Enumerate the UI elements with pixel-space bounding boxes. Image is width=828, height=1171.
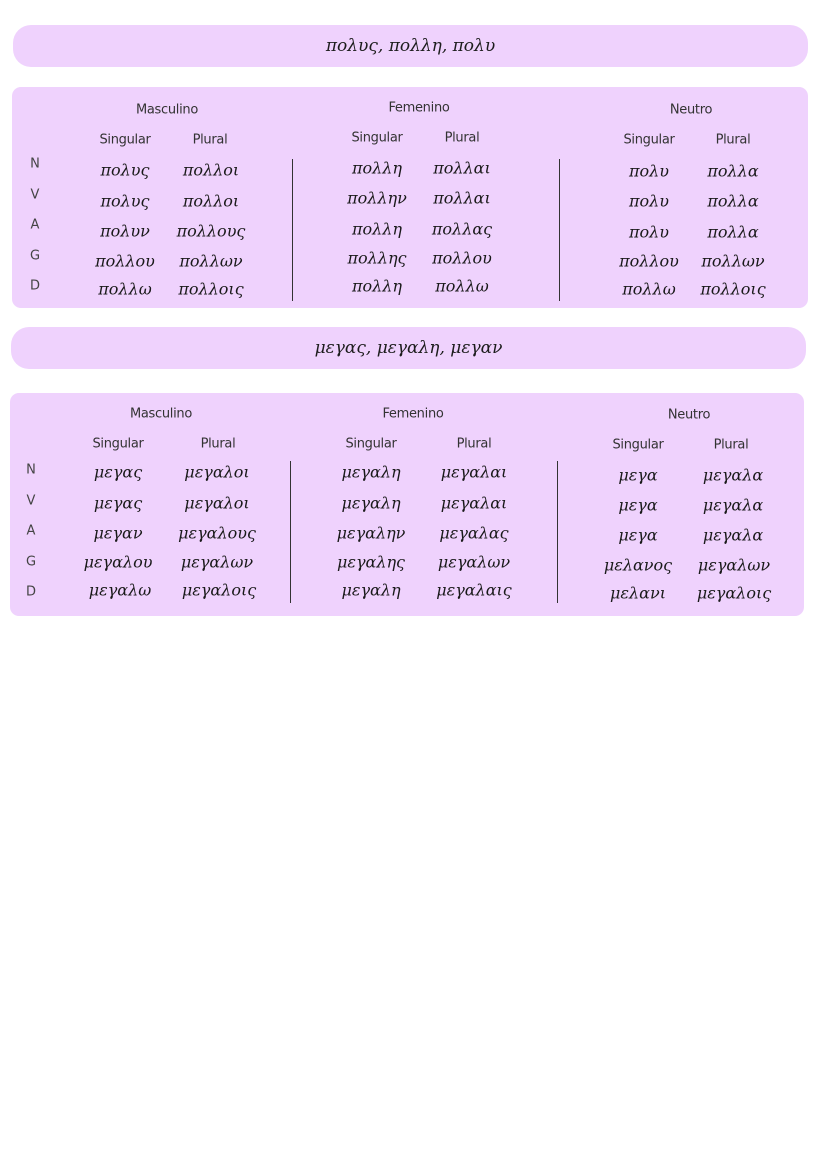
form-fem-sg-acc: πολλη — [351, 219, 403, 239]
form-fem-sg-voc: πολλην — [347, 188, 407, 208]
form-fem-pl-nom: μεγαλαι — [440, 462, 508, 482]
form-fem-sg-dat: μεγαλη — [341, 580, 401, 600]
form-masc-sg-acc: πολυν — [100, 221, 150, 241]
case-label-vocative: V — [30, 187, 40, 203]
masculine-header: Masculino — [135, 102, 199, 118]
case-label-accusative: A — [26, 523, 36, 539]
declension-table-polys — [12, 87, 808, 308]
form-neut-pl-acc: πολλα — [707, 222, 759, 242]
form-fem-pl-dat: πολλω — [435, 276, 489, 296]
neuter-plural-header: Plural — [715, 132, 751, 148]
case-label-vocative: V — [26, 493, 36, 509]
form-neut-pl-dat: πολλοις — [700, 279, 766, 299]
form-masc-sg-nom: μεγας — [93, 462, 143, 482]
form-fem-sg-voc: μεγαλη — [341, 493, 401, 513]
form-masc-sg-acc: μεγαν — [93, 523, 143, 543]
form-masc-sg-voc: μεγας — [93, 493, 143, 513]
form-neut-pl-voc: πολλα — [707, 191, 759, 211]
case-label-dative: D — [25, 584, 37, 600]
form-neut-sg-dat: μελανι — [610, 583, 666, 603]
feminine-singular-header: Singular — [351, 130, 403, 146]
form-masc-pl-gen: πολλων — [179, 251, 243, 271]
form-masc-sg-dat: πολλω — [98, 279, 152, 299]
case-label-dative: D — [29, 278, 41, 294]
column-divider — [557, 461, 558, 603]
form-fem-pl-acc: πολλας — [431, 219, 493, 239]
form-neut-sg-voc: πολυ — [628, 191, 670, 211]
form-masc-pl-dat: μεγαλοις — [181, 580, 257, 600]
form-neut-pl-dat: μεγαλοις — [696, 583, 772, 603]
form-neut-sg-nom: πολυ — [628, 161, 670, 181]
form-neut-pl-acc: μεγαλα — [702, 525, 764, 545]
feminine-plural-header: Plural — [444, 130, 480, 146]
form-fem-pl-gen: πολλου — [432, 248, 492, 268]
column-divider — [290, 461, 291, 603]
form-fem-pl-voc: μεγαλαι — [440, 493, 508, 513]
form-masc-sg-gen: μεγαλου — [83, 552, 153, 572]
neuter-singular-header: Singular — [623, 132, 675, 148]
form-neut-pl-gen: πολλων — [701, 251, 765, 271]
form-masc-pl-acc: μεγαλους — [178, 523, 256, 543]
form-neut-sg-voc: μεγα — [618, 495, 658, 515]
form-masc-pl-gen: μεγαλων — [180, 552, 254, 572]
form-fem-sg-acc: μεγαλην — [336, 523, 406, 543]
form-fem-pl-gen: μεγαλων — [437, 552, 511, 572]
form-fem-pl-acc: μεγαλας — [439, 523, 509, 543]
table-title-megas: μεγας, μεγαλη, μεγαν — [11, 327, 806, 369]
feminine-plural-header: Plural — [456, 436, 492, 452]
form-neut-pl-voc: μεγαλα — [702, 495, 764, 515]
form-masc-sg-voc: πολυς — [100, 191, 150, 211]
form-neut-sg-gen: μελανος — [603, 555, 673, 575]
case-label-nominative: N — [26, 462, 36, 478]
form-neut-sg-nom: μεγα — [618, 465, 658, 485]
neuter-header: Neutro — [667, 407, 711, 423]
masculine-header: Masculino — [129, 406, 193, 422]
form-masc-pl-nom: πολλοι — [182, 160, 240, 180]
column-divider — [559, 159, 560, 301]
form-masc-sg-dat: μεγαλω — [88, 580, 152, 600]
form-neut-pl-nom: μεγαλα — [702, 465, 764, 485]
form-masc-pl-acc: πολλους — [176, 221, 246, 241]
form-masc-pl-voc: πολλοι — [182, 191, 240, 211]
form-fem-pl-voc: πολλαι — [433, 188, 491, 208]
form-fem-sg-nom: πολλη — [351, 158, 403, 178]
form-neut-pl-gen: μεγαλων — [697, 555, 771, 575]
form-neut-sg-gen: πολλου — [619, 251, 679, 271]
form-masc-pl-voc: μεγαλοι — [184, 493, 250, 513]
form-fem-sg-gen: πολλης — [347, 248, 407, 268]
masculine-plural-header: Plural — [200, 436, 236, 452]
form-fem-sg-dat: πολλη — [351, 276, 403, 296]
declension-table-megas — [10, 393, 804, 616]
masculine-plural-header: Plural — [192, 132, 228, 148]
feminine-header: Femenino — [388, 100, 450, 116]
form-neut-sg-dat: πολλω — [622, 279, 676, 299]
neuter-header: Neutro — [669, 102, 713, 118]
column-divider — [292, 159, 293, 301]
feminine-singular-header: Singular — [345, 436, 397, 452]
case-label-genitive: G — [25, 554, 37, 570]
feminine-header: Femenino — [382, 406, 444, 422]
case-label-accusative: A — [30, 217, 40, 233]
neuter-plural-header: Plural — [713, 437, 749, 453]
form-masc-sg-nom: πολυς — [100, 160, 150, 180]
masculine-singular-header: Singular — [99, 132, 151, 148]
case-label-nominative: N — [30, 156, 40, 172]
masculine-singular-header: Singular — [92, 436, 144, 452]
case-label-genitive: G — [29, 248, 41, 264]
table-title-polys: πολυς, πολλη, πολυ — [13, 25, 808, 67]
form-masc-pl-nom: μεγαλοι — [184, 462, 250, 482]
form-fem-sg-gen: μεγαλης — [336, 552, 406, 572]
form-fem-pl-nom: πολλαι — [433, 158, 491, 178]
form-neut-pl-nom: πολλα — [707, 161, 759, 181]
form-fem-sg-nom: μεγαλη — [341, 462, 401, 482]
form-neut-sg-acc: πολυ — [628, 222, 670, 242]
neuter-singular-header: Singular — [612, 437, 664, 453]
form-fem-pl-dat: μεγαλαις — [436, 580, 512, 600]
form-masc-sg-gen: πολλου — [95, 251, 155, 271]
form-masc-pl-dat: πολλοις — [178, 279, 244, 299]
form-neut-sg-acc: μεγα — [618, 525, 658, 545]
